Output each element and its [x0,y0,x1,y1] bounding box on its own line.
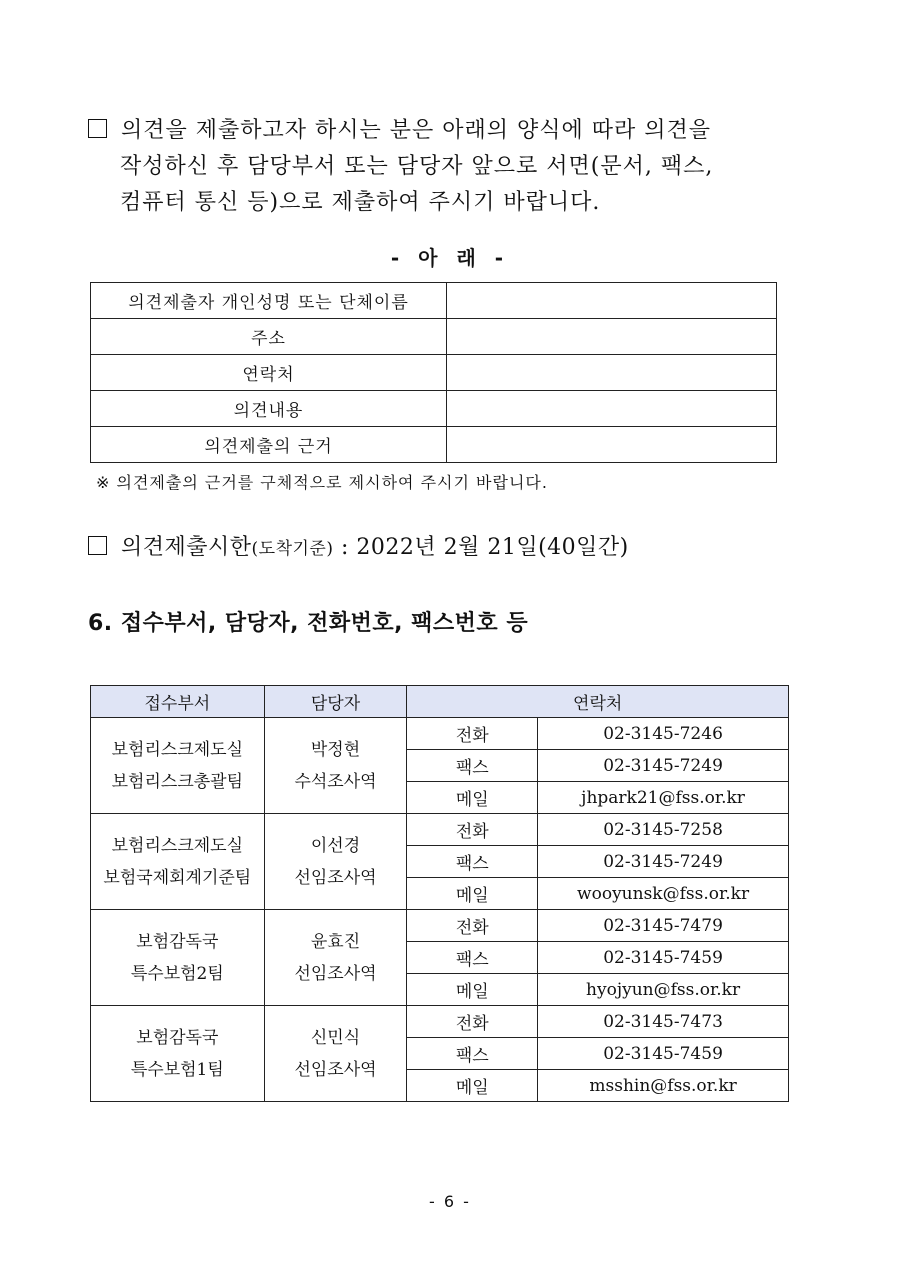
team-name: 보험국제회계기준팀 [103,867,252,888]
dept-name: 보험감독국 [136,1027,219,1048]
form-row [91,391,777,427]
opinion-form-table [90,282,777,463]
header-person: 담당자 [264,686,407,718]
deadline-label: 의견제출시한 [121,535,252,560]
table-row [91,814,789,846]
phone-value: 02-3145-7246 [538,718,789,750]
form-row [91,427,777,463]
person-name: 신민식 [310,1027,361,1048]
phone-label: 전화 [407,910,538,942]
person-cell [264,910,407,1006]
form-row [91,283,777,319]
intro-line-3: 컴퓨터 통신 등)으로 제출하여 주시기 바랍니다. [120,190,601,215]
fax-label: 팩스 [407,1038,538,1070]
fax-label: 팩스 [407,942,538,974]
fax-label: 팩스 [407,750,538,782]
person-cell [264,814,407,910]
form-row-value [447,355,777,391]
deadline-value: : 2022년 2월 21일(40일간) [333,535,629,560]
form-heading: - 아 래 - [390,246,510,270]
dept-cell [91,1006,265,1102]
person-name: 박정현 [310,739,361,760]
team-name: 보험리스크총괄팀 [111,771,244,792]
mail-value: msshin@fss.or.kr [538,1070,789,1102]
contact-table [90,685,789,1102]
form-row-value [447,319,777,355]
fax-value: 02-3145-7459 [538,942,789,974]
table-row [91,718,789,750]
phone-value: 02-3145-7473 [538,1006,789,1038]
mail-label: 메일 [407,974,538,1006]
person-title: 수석조사역 [294,771,377,792]
fax-value: 02-3145-7249 [538,750,789,782]
section-title: 6. 접수부서, 담당자, 전화번호, 팩스번호 등 [88,611,529,636]
intro-line-1: 의견을 제출하고자 하시는 분은 아래의 양식에 따라 의견을 [88,113,823,149]
phone-label: 전화 [407,1006,538,1038]
header-contact: 연락처 [407,686,789,718]
mail-value: hyojyun@fss.or.kr [538,974,789,1006]
form-row-value [447,391,777,427]
person-name: 이선경 [310,835,361,856]
team-name: 특수보험1팀 [130,1059,224,1080]
phone-label: 전화 [407,814,538,846]
form-row-label: 의견제출의 근거 [91,427,447,463]
header-dept: 접수부서 [91,686,265,718]
person-title: 선임조사역 [294,963,377,984]
fax-value: 02-3145-7249 [538,846,789,878]
dept-name: 보험리스크제도실 [111,835,244,856]
phone-value: 02-3145-7258 [538,814,789,846]
deadline-line [88,530,629,561]
mail-label: 메일 [407,1070,538,1102]
checkbox-square-icon [88,119,107,138]
form-note: ※ 의견제출의 근거를 구체적으로 제시하여 주시기 바랍니다. [96,473,548,492]
mail-value: jhpark21@fss.or.kr [538,782,789,814]
checkbox-square-icon [88,536,107,555]
mail-value: wooyunsk@fss.or.kr [538,878,789,910]
intro-paragraph [88,113,823,221]
mail-label: 메일 [407,878,538,910]
form-row-label: 주소 [91,319,447,355]
intro-line-2: 작성하신 후 담당부서 또는 담당자 앞으로 서면(문서, 팩스, [120,154,714,179]
form-row-label: 의견내용 [91,391,447,427]
form-row [91,355,777,391]
fax-label: 팩스 [407,846,538,878]
form-row [91,319,777,355]
phone-value: 02-3145-7479 [538,910,789,942]
fax-value: 02-3145-7459 [538,1038,789,1070]
dept-name: 보험감독국 [136,931,219,952]
table-row [91,910,789,942]
contact-header-row [91,686,789,718]
person-title: 선임조사역 [294,1059,377,1080]
person-cell [264,1006,407,1102]
person-cell [264,718,407,814]
form-row-value [447,427,777,463]
mail-label: 메일 [407,782,538,814]
phone-label: 전화 [407,718,538,750]
table-row [91,1006,789,1038]
page-number: - 6 - [429,1192,471,1211]
person-title: 선임조사역 [294,867,377,888]
deadline-basis: (도착기준) [251,539,334,559]
dept-name: 보험리스크제도실 [111,739,244,760]
form-row-label: 의견제출자 개인성명 또는 단체이름 [91,283,447,319]
form-row-label: 연락처 [91,355,447,391]
dept-cell [91,718,265,814]
form-row-value [447,283,777,319]
person-name: 윤효진 [310,931,361,952]
dept-cell [91,814,265,910]
team-name: 특수보험2팀 [130,963,224,984]
dept-cell [91,910,265,1006]
